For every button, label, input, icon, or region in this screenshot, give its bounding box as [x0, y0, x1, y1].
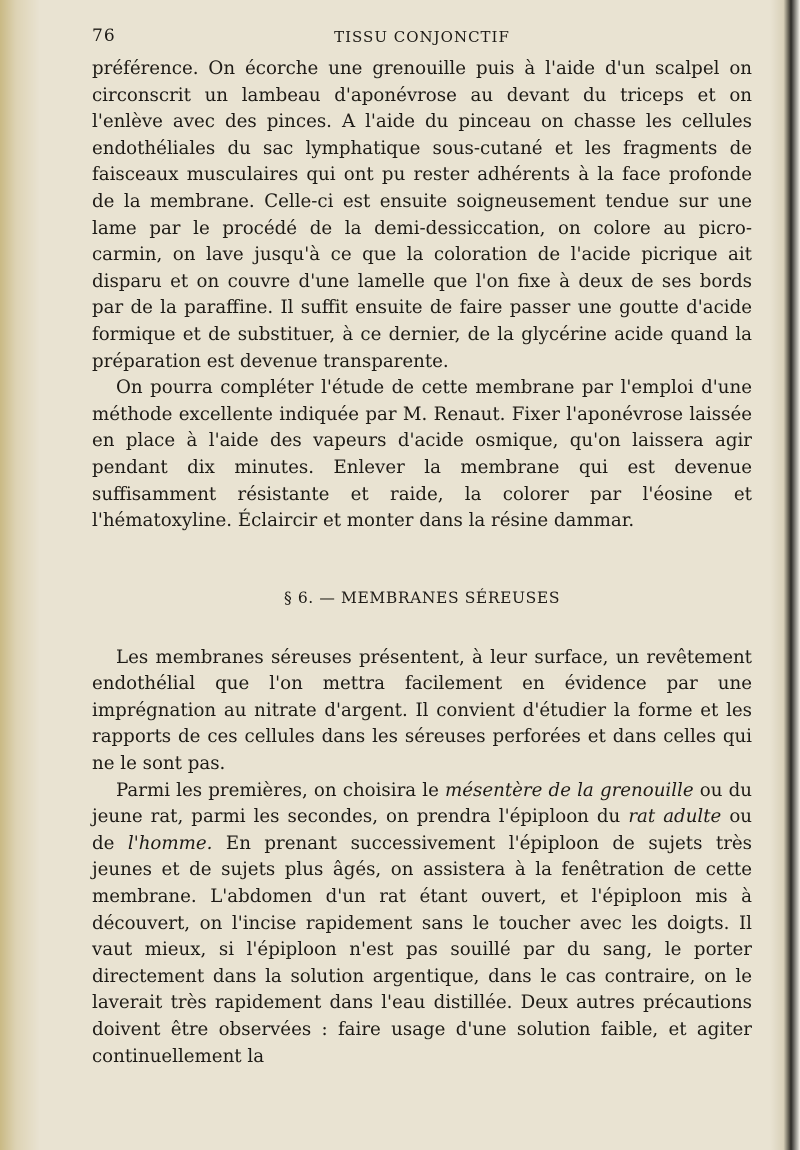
paragraph-sereuses-intro: Les membranes séreuses présentent, à leur surface, un revêtement endothélial que l'on mettra facilement en évidence par une imprégnation au nitrate d'argent. Il convient d'étudier la forme et les rapports de ces cellules dans les séreuses perforées et dans celles qui ne le sont pas.: [92, 646, 752, 775]
book-page: [92, 26, 752, 1070]
text-run: Parmi les premières, on choisira le: [116, 779, 446, 801]
emphasis-homme: l'homme.: [127, 832, 213, 854]
running-title: TISSU CONJONCTIF: [334, 28, 510, 46]
page-number: 76: [92, 26, 116, 46]
text-run: En prenant successivement l'épiploon de sujets très jeunes et de sujets plus âgés, on assistera à la fenêtration de cette membrane. L'abdomen d'un rat étant ouvert, et l'épiploon mis à découvert, on l'incise rapidement sans le toucher avec les doigts. Il vaut mieux, si l'épiploon n'est pas souillé par du sang, le porter directement dans la solution argentique, dans le cas contraire, on le laverait très rapidement dans l'eau distillée. Deux autres précautions doivent être observées : faire usage d'une solution faible, et agiter continuellement la: [92, 832, 752, 1067]
paragraph-aponevrose-preparation: préférence. On écorche une grenouille puis à l'aide d'un scalpel on circonscrit un lambeau d'aponévrose au devant du triceps et on l'enlève avec des pinces. A l'aide du pinceau on chasse les cellules endothéliales du sac lymphatique sous-cutané et les fragments de faisceaux musculaires qui ont pu rester adhérents à la face profonde de la membrane. Celle-ci est ensuite soigneusement tendue sur une lame par le procédé de la demi-dessiccation, on colore au picro-carmin, on lave jusqu'à ce que la coloration de l'acide picrique ait disparu et on couvre d'une lamelle que l'on fixe à deux de ses bords par de la paraffine. Il suffit ensuite de faire passer une goutte d'acide formique et de substituer, à ce dernier, de la glycérine acide quand la préparation est devenue transparente.: [92, 58, 752, 372]
running-head: [92, 26, 752, 56]
page-gutter-left: [0, 0, 40, 1150]
text-run: ou du jeune rat, parmi les secondes, on prendra l'épiploon du: [92, 779, 752, 828]
section-heading: § 6. — MEMBRANES SÉREUSES: [283, 588, 561, 607]
emphasis-mesentere: mésentère de la grenouille: [445, 779, 694, 801]
paragraph-renaut-method: On pourra compléter l'étude de cette membrane par l'emploi d'une méthode excellente indiquée par M. Renaut. Fixer l'aponévrose laissée en place à l'aide des vapeurs d'acide osmique, qu'on laissera agir pendant dix minutes. Enlever la membrane qui est devenue suffisamment résistante et raide, la colorer par l'éosine et l'hématoxyline. Éclaircir et monter dans la résine dammar.: [92, 377, 752, 532]
paragraph-mesentere-epiploon: [92, 778, 752, 1071]
emphasis-rat-adulte: rat adulte: [628, 806, 722, 828]
text-run: ou de: [92, 806, 753, 854]
page-edge-right: [770, 0, 800, 1150]
